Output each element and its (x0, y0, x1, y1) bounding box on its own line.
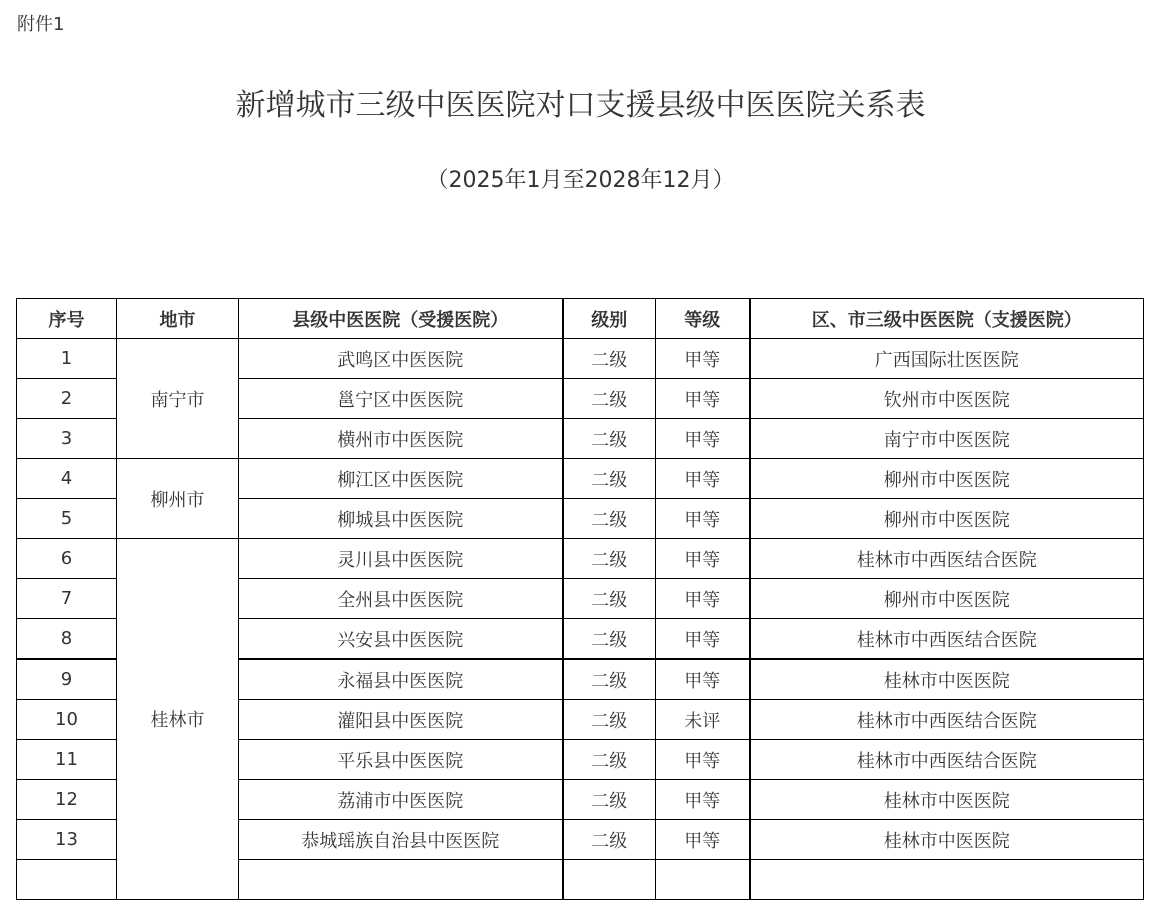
row-index: 10 (17, 700, 117, 740)
support-hospital-cell: 桂林市中西医结合医院 (750, 619, 1144, 660)
grade-cell (656, 860, 750, 900)
county-hospital-cell: 恭城瑶族自治县中医医院 (239, 820, 563, 860)
county-hospital-cell: 兴安县中医医院 (239, 619, 563, 660)
header-county-hospital: 县级中医医院（受援医院） (239, 299, 563, 339)
county-hospital-cell: 荔浦市中医医院 (239, 780, 563, 820)
grade-cell: 甲等 (656, 659, 750, 700)
support-hospital-cell: 桂林市中医医院 (750, 780, 1144, 820)
level-cell: 二级 (563, 579, 656, 619)
grade-cell: 未评 (656, 700, 750, 740)
row-index (17, 860, 117, 900)
support-hospital-cell: 桂林市中医医院 (750, 659, 1144, 700)
row-index: 13 (17, 820, 117, 860)
city-cell: 南宁市 (117, 339, 239, 459)
support-hospital-cell: 柳州市中医医院 (750, 499, 1144, 539)
support-hospital-cell: 桂林市中西医结合医院 (750, 539, 1144, 579)
grade-cell: 甲等 (656, 539, 750, 579)
level-cell: 二级 (563, 499, 656, 539)
header-city: 地市 (117, 299, 239, 339)
level-cell: 二级 (563, 780, 656, 820)
grade-cell: 甲等 (656, 820, 750, 860)
header-support-hospital: 区、市三级中医医院（支援医院） (750, 299, 1144, 339)
level-cell: 二级 (563, 619, 656, 660)
header-index: 序号 (17, 299, 117, 339)
support-hospital-cell: 柳州市中医医院 (750, 459, 1144, 499)
row-index: 9 (17, 659, 117, 700)
row-index: 1 (17, 339, 117, 379)
support-hospital-cell: 南宁市中医医院 (750, 419, 1144, 459)
grade-cell: 甲等 (656, 499, 750, 539)
county-hospital-cell: 平乐县中医医院 (239, 740, 563, 780)
grade-cell: 甲等 (656, 339, 750, 379)
table-row (17, 459, 1144, 499)
relationship-table (16, 298, 1144, 900)
level-cell (563, 860, 656, 900)
level-cell: 二级 (563, 339, 656, 379)
attachment-label: 附件1 (17, 14, 65, 35)
row-index: 3 (17, 419, 117, 459)
support-hospital-cell (750, 860, 1144, 900)
county-hospital-cell: 灵川县中医医院 (239, 539, 563, 579)
support-hospital-cell: 钦州市中医医院 (750, 379, 1144, 419)
table-row (17, 539, 1144, 579)
header-grade: 等级 (656, 299, 750, 339)
county-hospital-cell: 永福县中医医院 (239, 659, 563, 700)
county-hospital-cell: 武鸣区中医医院 (239, 339, 563, 379)
county-hospital-cell: 柳江区中医医院 (239, 459, 563, 499)
row-index: 8 (17, 619, 117, 660)
support-hospital-cell: 桂林市中西医结合医院 (750, 700, 1144, 740)
grade-cell: 甲等 (656, 459, 750, 499)
support-hospital-cell: 广西国际壮医医院 (750, 339, 1144, 379)
table-row (17, 339, 1144, 379)
county-hospital-cell: 横州市中医医院 (239, 419, 563, 459)
row-index: 2 (17, 379, 117, 419)
page-title: 新增城市三级中医医院对口支援县级中医医院关系表 (235, 88, 926, 123)
level-cell: 二级 (563, 539, 656, 579)
support-hospital-cell: 柳州市中医医院 (750, 579, 1144, 619)
county-hospital-cell: 柳城县中医医院 (239, 499, 563, 539)
grade-cell: 甲等 (656, 379, 750, 419)
grade-cell: 甲等 (656, 740, 750, 780)
level-cell: 二级 (563, 419, 656, 459)
header-level: 级别 (563, 299, 656, 339)
level-cell: 二级 (563, 820, 656, 860)
row-index: 6 (17, 539, 117, 579)
city-cell: 桂林市 (117, 539, 239, 900)
row-index: 12 (17, 780, 117, 820)
table-header-row (17, 299, 1144, 339)
county-hospital-cell: 全州县中医医院 (239, 579, 563, 619)
row-index: 7 (17, 579, 117, 619)
row-index: 4 (17, 459, 117, 499)
level-cell: 二级 (563, 659, 656, 700)
date-range-subtitle: （2025年1月至2028年12月） (426, 168, 735, 193)
row-index: 11 (17, 740, 117, 780)
county-hospital-cell (239, 860, 563, 900)
county-hospital-cell: 灌阳县中医医院 (239, 700, 563, 740)
grade-cell: 甲等 (656, 419, 750, 459)
city-cell: 柳州市 (117, 459, 239, 539)
grade-cell: 甲等 (656, 619, 750, 660)
row-index: 5 (17, 499, 117, 539)
level-cell: 二级 (563, 700, 656, 740)
level-cell: 二级 (563, 379, 656, 419)
level-cell: 二级 (563, 459, 656, 499)
county-hospital-cell: 邕宁区中医医院 (239, 379, 563, 419)
grade-cell: 甲等 (656, 579, 750, 619)
grade-cell: 甲等 (656, 780, 750, 820)
support-hospital-cell: 桂林市中医医院 (750, 820, 1144, 860)
support-hospital-cell: 桂林市中西医结合医院 (750, 740, 1144, 780)
level-cell: 二级 (563, 740, 656, 780)
